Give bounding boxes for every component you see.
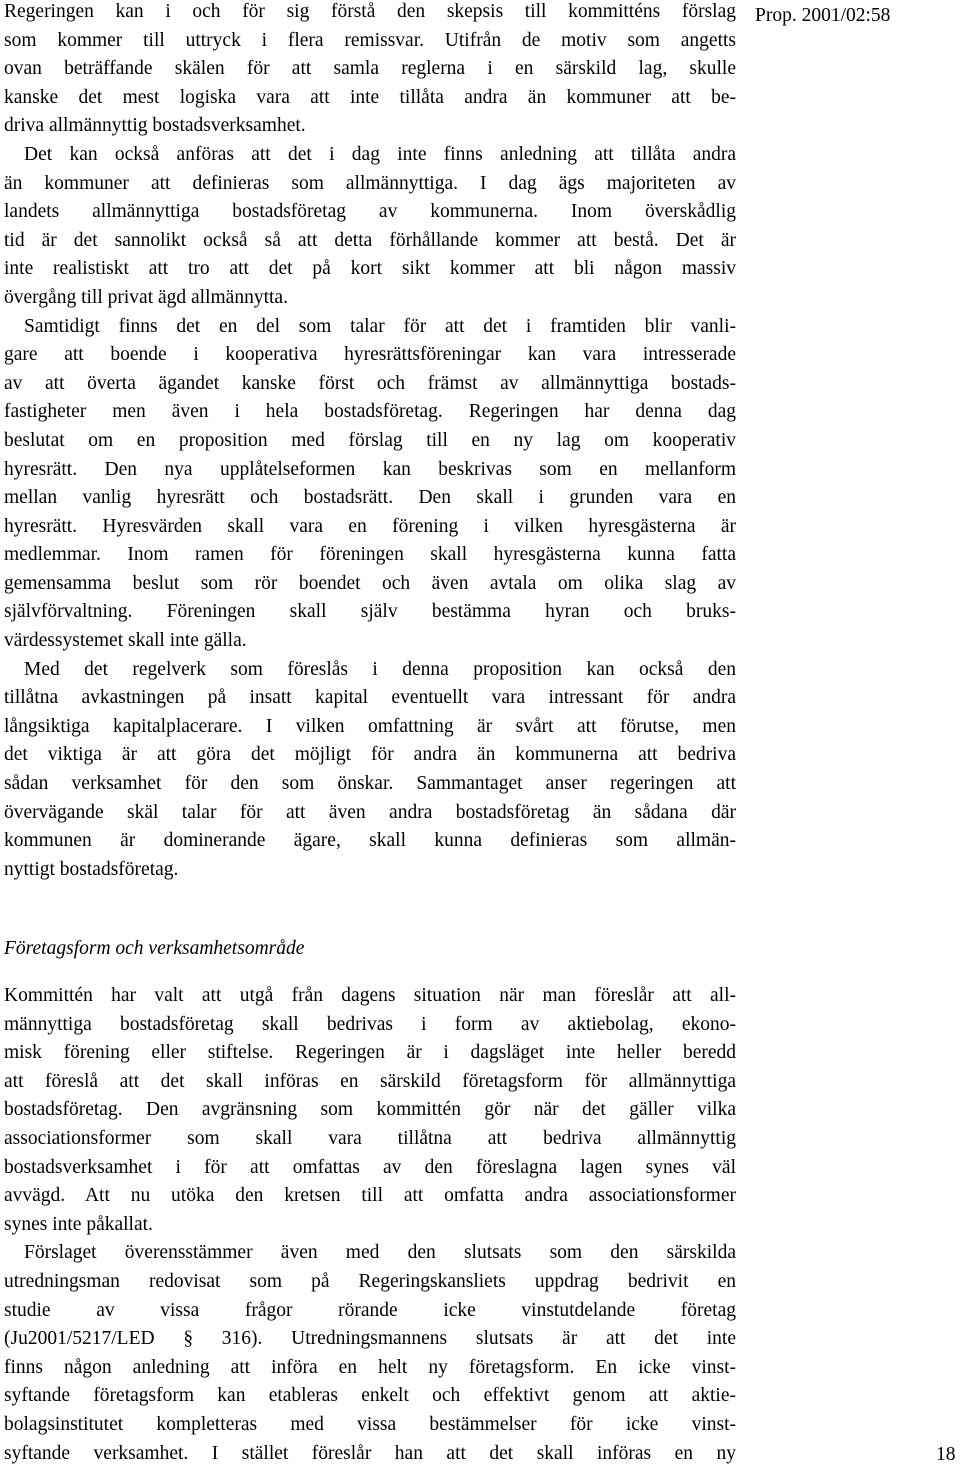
text-line: övergång till privat ägd allmännytta.	[4, 286, 288, 308]
text-line: associationsformer som skall vara tillåtna att bedriva allmännyttig	[4, 1127, 736, 1149]
text-line: landets allmännyttiga bostadsföretag av kommunerna. Inom överskådlig	[4, 201, 736, 223]
text-line: bostadsverksamhet i för att omfattas av den föreslagna lagen synes väl	[4, 1156, 736, 1178]
text-line: Med det regelverk som föreslås i denna proposition kan också den	[24, 658, 736, 680]
text-line: sådan verksamhet för den som önskar. Sammantaget anser regeringen att	[4, 773, 736, 795]
text-line: syftande företagsform kan etableras enkelt och effektivt genom att aktie-	[4, 1385, 736, 1407]
text-line: kanske det mest logiska vara att inte tillåta andra än kommuner att be-	[4, 86, 736, 108]
text-line: värdessystemet skall inte gälla.	[4, 630, 247, 652]
text-line: nyttigt bostadsföretag.	[4, 858, 179, 880]
proposition-reference: Prop. 2001/02:58	[755, 5, 891, 26]
text-line: gare att boende i kooperativa hyresrättsföreningar kan vara intresserade	[4, 344, 736, 366]
text-line: tid är det sannolikt också så att detta förhållande kommer att bestå. Det är	[4, 229, 736, 251]
text-line: Kommittén har valt att utgå från dagens situation när man föreslår att all-	[4, 985, 736, 1006]
text-line: hyresrätt. Den nya upplåtelseformen kan beskrivas som en mellanform	[4, 458, 736, 480]
text-line: av att överta ägandet kanske först och främst av allmännyttiga bostads-	[4, 372, 736, 394]
text-line: bolagsinstitutet kompletteras med vissa bestämmelser för icke vinst-	[4, 1413, 736, 1435]
text-line: Förslaget överensstämmer även med den slutsats som den särskilda	[24, 1242, 736, 1264]
text-line: långsiktiga kapitalplacerare. I vilken omfattning är svårt att förutse, men	[4, 715, 736, 737]
text-line: gemensamma beslut som rör boendet och även avtala om olika slag av	[4, 572, 736, 594]
text-line: synes inte påkallat.	[4, 1213, 153, 1235]
text-line: självförvaltning. Föreningen skall själv bestämma hyran och bruks-	[4, 601, 736, 623]
text-line: övervägande skäl talar för att även andra bostadsföretag än sådana där	[4, 801, 736, 823]
section-heading: Företagsform och verksamhetsområde	[4, 938, 305, 959]
text-line: studie av vissa frågor rörande icke vinstutdelande företag	[4, 1299, 736, 1321]
text-line: mellan vanlig hyresrätt och bostadsrätt. Den skall i grunden vara en	[4, 487, 736, 509]
text-line: än kommuner att definieras som allmännyttiga. I dag ägs majoriteten av	[4, 172, 736, 194]
text-line: bostadsföretag. Den avgränsning som kommittén gör när det gäller vilka	[4, 1099, 736, 1121]
text-line: ovan beträffande skälen för att samla reglerna i en särskild lag, skulle	[4, 58, 736, 80]
text-line: (Ju2001/5217/LED § 316). Utredningsmannens slutsats är att det inte	[4, 1328, 736, 1350]
text-line: att föreslå att det skall införas en särskild företagsform för allmännyttiga	[4, 1070, 736, 1092]
text-line: tillåtna avkastningen på insatt kapital eventuellt vara intressant för andra	[4, 687, 736, 709]
text-line: syftande verksamhet. I stället föreslår han att det skall införas en ny	[4, 1442, 736, 1464]
text-line: som kommer till uttryck i flera remissvar. Utifrån de motiv som angetts	[4, 29, 736, 51]
text-line: misk förening eller stiftelse. Regeringen är i dagsläget inte heller beredd	[4, 1042, 736, 1064]
text-line: driva allmännyttig bostadsverksamhet.	[4, 115, 306, 137]
text-line: utredningsman redovisat som på Regeringskansliets uppdrag bedrivit en	[4, 1270, 736, 1292]
text-line: inte realistiskt att tro att det på kort sikt kommer att bli någon massiv	[4, 258, 736, 280]
text-line: Det kan också anföras att det i dag inte finns anledning att tillåta andra	[24, 143, 736, 165]
page-number: 18	[936, 1444, 956, 1465]
text-line: kommunen är dominerande ägare, skall kunna definieras som allmän-	[4, 830, 736, 852]
text-line: männyttiga bostadsföretag skall bedrivas i form av aktiebolag, ekono-	[4, 1013, 736, 1035]
text-line: Regeringen kan i och för sig förstå den skepsis till kommitténs förslag	[4, 1, 736, 22]
body-text-block-1	[4, 0, 736, 884]
text-line: fastigheter men även i hela bostadsföretag. Regeringen har denna dag	[4, 401, 736, 423]
text-line: hyresrätt. Hyresvärden skall vara en förening i vilken hyresgästerna är	[4, 515, 736, 537]
text-line: Samtidigt finns det en del som talar för att det i framtiden blir vanli-	[24, 315, 736, 337]
text-line: medlemmar. Inom ramen för föreningen skall hyresgästerna kunna fatta	[4, 544, 736, 566]
text-line: beslutat om en proposition med förslag till en ny lag om kooperativ	[4, 429, 736, 451]
text-line: finns någon anledning att införa en helt ny företagsform. En icke vinst-	[4, 1356, 736, 1378]
body-text-block-2	[4, 982, 736, 1468]
text-line: avvägd. Att nu utöka den kretsen till att omfatta andra associationsformer	[4, 1185, 736, 1207]
text-line: det viktiga är att göra det möjligt för andra än kommunerna att bedriva	[4, 744, 736, 766]
